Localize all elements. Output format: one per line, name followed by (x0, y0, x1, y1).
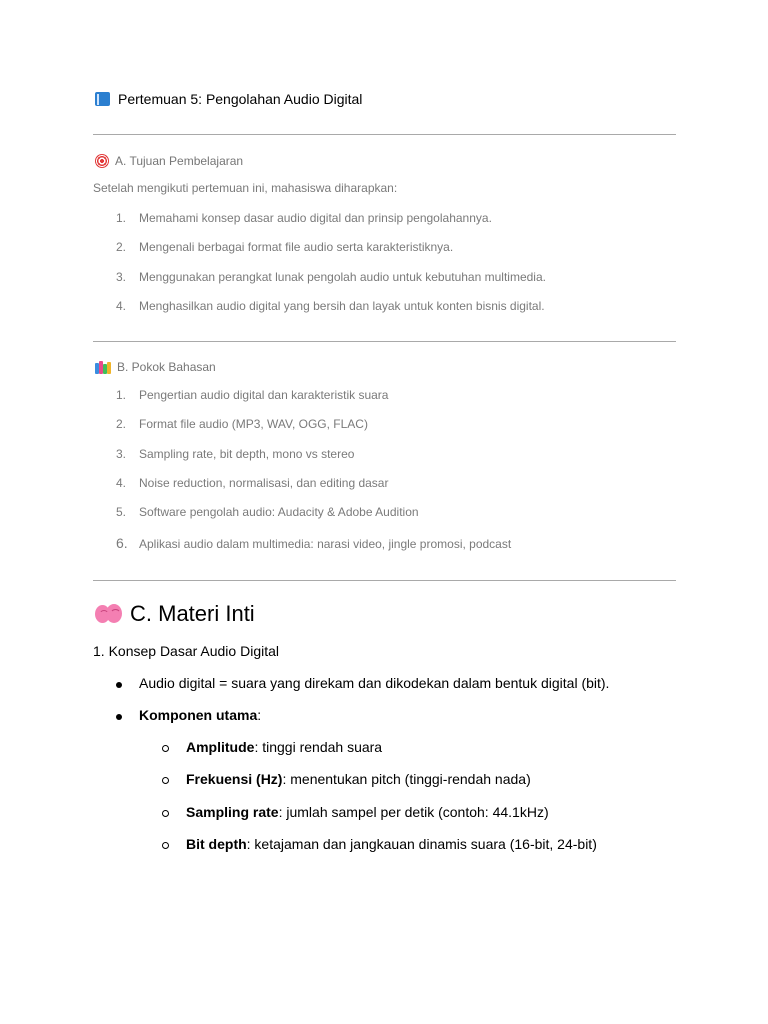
divider (93, 134, 676, 135)
section-c-subheading: 1. Konsep Dasar Audio Digital (93, 643, 279, 659)
list-item-text: Menghasilkan audio digital yang bersih dan layak untuk konten bisnis digital. (139, 299, 545, 313)
list-item-number: 2. (116, 417, 127, 431)
sub-bullet-item (186, 771, 531, 787)
term: Amplitude (186, 739, 255, 755)
list-item-number: 4. (116, 299, 127, 313)
document-title (95, 88, 362, 110)
list-item-text: Memahami konsep dasar audio digital dan prinsip pengolahannya. (139, 211, 492, 225)
list-item-number: 1. (116, 388, 127, 402)
list-item-number: 4. (116, 476, 127, 490)
section-b-heading (95, 358, 216, 376)
list-item-number: 6. (116, 535, 128, 551)
list-item-text: Format file audio (MP3, WAV, OGG, FLAC) (139, 417, 368, 431)
sub-bullet-item (186, 836, 597, 852)
bullet-disc-icon (116, 714, 122, 720)
list-item-text: Software pengolah audio: Audacity & Adobe Audition (139, 505, 419, 519)
list-item-text: Aplikasi audio dalam multimedia: narasi video, jingle promosi, podcast (139, 537, 512, 551)
section-a-heading (95, 152, 243, 170)
list-item-number: 3. (116, 270, 127, 284)
sub-bullet-item (186, 739, 382, 755)
list-item-text: Noise reduction, normalisasi, dan editing dasar (139, 476, 389, 490)
list-item-number: 1. (116, 211, 127, 225)
bullet-circle-icon (162, 810, 169, 817)
section-a-intro: Setelah mengikuti pertemuan ini, mahasiswa diharapkan: (93, 181, 398, 195)
bullet-item: Audio digital = suara yang direkam dan dikodekan dalam bentuk digital (bit). (139, 675, 610, 691)
list-item-number: 5. (116, 505, 127, 519)
divider (93, 341, 676, 342)
term-description: : tinggi rendah suara (254, 739, 383, 755)
sub-bullet-item (186, 804, 549, 820)
term-description: : jumlah sampel per detik (contoh: 44.1kHz) (278, 804, 549, 820)
section-a-heading-text: A. Tujuan Pembelajaran (115, 154, 244, 168)
divider (93, 580, 676, 581)
list-item-number: 3. (116, 447, 127, 461)
term-description: : ketajaman dan jangkauan dinamis suara (16-bit, 24-bit) (246, 836, 597, 852)
list-item-text: Pengertian audio digital dan karakteristik suara (139, 388, 389, 402)
bullet-circle-icon (162, 842, 169, 849)
term: Sampling rate (186, 804, 279, 820)
list-item-text: Mengenali berbagai format file audio serta karakteristiknya. (139, 240, 454, 254)
blue-book-icon (95, 91, 110, 107)
list-item-text: Menggunakan perangkat lunak pengolah audio untuk kebutuhan multimedia. (139, 270, 546, 284)
bullet-disc-icon (116, 682, 122, 688)
section-c-heading (95, 598, 255, 630)
term-description: : menentukan pitch (tinggi-rendah nada) (282, 771, 531, 787)
bullet-item-suffix: : (257, 707, 262, 723)
bullet-circle-icon (162, 745, 169, 752)
term: Bit depth (186, 836, 247, 852)
term: Frekuensi (Hz) (186, 771, 283, 787)
section-b-heading-text: B. Pokok Bahasan (117, 360, 216, 374)
document-title-text: Pertemuan 5: Pengolahan Audio Digital (118, 91, 363, 107)
bullet-item (139, 707, 261, 723)
list-item-number: 2. (116, 240, 127, 254)
bullet-circle-icon (162, 777, 169, 784)
section-c-heading-text: C. Materi Inti (130, 601, 255, 626)
brain-icon (95, 602, 122, 626)
books-icon (95, 361, 111, 374)
target-icon (95, 154, 109, 168)
list-item-text: Sampling rate, bit depth, mono vs stereo (139, 447, 355, 461)
bullet-item-label: Komponen utama (139, 707, 258, 723)
